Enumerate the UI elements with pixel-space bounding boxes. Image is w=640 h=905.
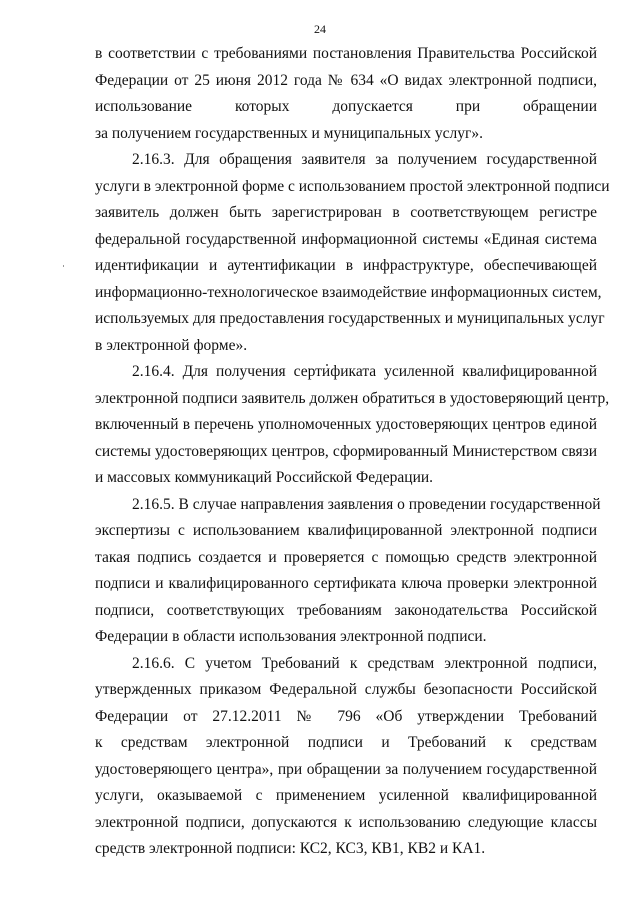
page-number: 24 [314,22,326,36]
text-line: за получением государственных и муниципальных услуг». [95,124,483,142]
text-line: используемых для предоставления государственных и муниципальных услуг [95,310,605,327]
text-line: средств электронной подписи: КС2, КС3, КВ1, КВ2 и КА1. [95,840,486,857]
scan-edge-mark [63,265,64,267]
text-line: утвержденных приказом Федеральной службы безопасности Российской [95,681,597,698]
text-line: использование которых допускается при обращении [95,98,597,115]
paragraph-2-16-6 [95,651,597,863]
text-line: 2.16.5. В случае направления заявления о проведении государственной [132,495,601,513]
text-line: федеральной государственной информационной системы «Единая система [95,230,597,248]
text-line: Федерации от 25 июня 2012 года № 634 «О видах электронной подписи, [95,71,597,89]
text-line: подписи, соответствующих требованиям законодательства Российской [95,601,597,619]
text-line: в электронной форме». [95,336,248,354]
paragraph-2-16-3 [95,147,610,359]
text-line: подписи и квалифицированного сертификата ключа проверки электронной [95,575,597,592]
text-line: такая подпись создается и проверяется с помощью средств электронной [95,548,597,566]
text-line: Федерации в области использования электронной подписи. [95,628,487,645]
text-line: информационно-технологическое взаимодействие информационных систем, [95,283,602,301]
text-line: в соответствии с требованиями постановления Правительства Российской [95,45,597,62]
text-line: и массовых коммуникаций Российской Федерации. [95,469,434,486]
text-line: включенный в перечень уполномоченных удостоверяющих центров единой [95,416,597,433]
text-line: 2.16.3. Для обращения заявителя за получением государственной [132,151,597,168]
text-line: 2.16.4. Для получения сертификата усиленной квалифицированной [132,363,597,380]
text-line: 2.16.6. С учетом Требований к средствам электронной подписи, [132,654,597,672]
text-line: услуги в электронной форме с использованием простой электронной подписи [95,177,610,195]
paragraph-2-16-5 [95,492,601,651]
text-line: экспертизы с использованием квалифицированной электронной подписи [95,522,597,539]
text-line: заявитель должен быть зарегистрирован в соответствующем регистре [95,204,597,221]
text-line: удостоверяющего центра», при обращении за получением государственной [95,760,597,778]
text-line: Федерации от 27.12.2011 № 796 «Об утверждении Требований [95,707,597,725]
text-line: электронной подписи заявитель должен обратиться в удостоверяющий центр, [95,389,610,407]
document-body [95,41,610,863]
text-line: электронной подписи, допускаются к использованию следующие классы [95,813,597,831]
paragraph-2-16-4 [95,359,610,492]
text-line: идентификации и аутентификации в инфраструктуре, обеспечивающей [95,257,597,274]
text-line: услуги, оказываемой с применением усиленной квалифицированной [95,787,597,804]
text-line: к средствам электронной подписи и Требований к средствам [95,734,597,751]
paragraph-continuation [95,41,597,147]
text-line: системы удостоверяющих центров, сформированный Министерством связи [95,442,597,460]
